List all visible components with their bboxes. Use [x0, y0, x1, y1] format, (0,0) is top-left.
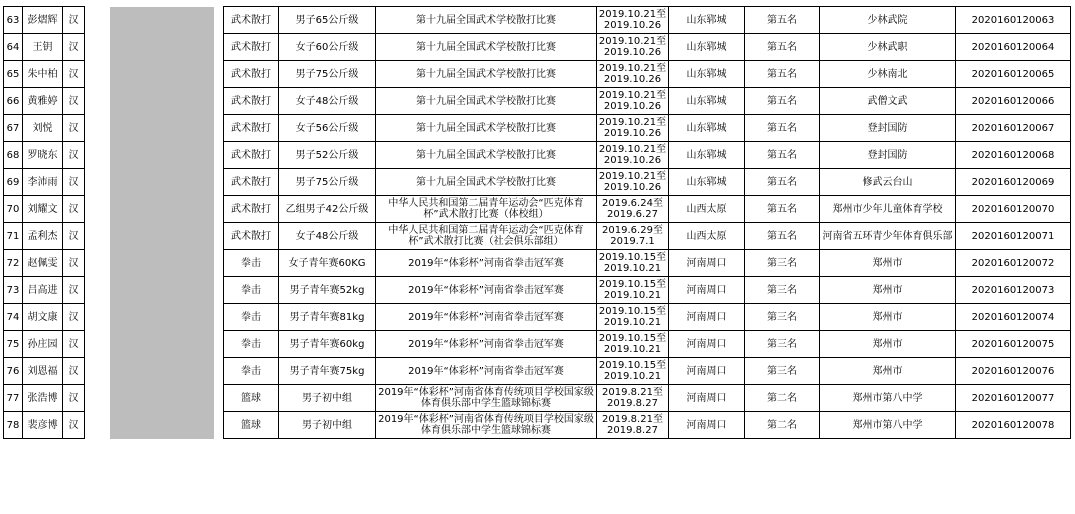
blank-spacer	[85, 115, 110, 142]
cell-date: 2019.10.21至2019.10.26	[597, 88, 669, 115]
cell-certificate-number: 2020160120068	[956, 142, 1071, 169]
cell-certificate-number: 2020160120070	[956, 196, 1071, 223]
award-table	[3, 6, 1071, 439]
cell-ethnicity: 汉	[63, 34, 85, 61]
cell-location: 山东郓城	[669, 34, 745, 61]
cell-location: 山东郓城	[669, 142, 745, 169]
cell-ethnicity: 汉	[63, 7, 85, 34]
cell-competition: 第十九届全国武术学校散打比赛	[376, 34, 597, 61]
cell-name: 张浩博	[23, 385, 63, 412]
redacted-block	[110, 196, 214, 223]
table-row	[4, 7, 1071, 34]
cell-unit: 郑州市第八中学	[820, 412, 956, 439]
cell-number: 68	[4, 142, 23, 169]
table-row	[4, 385, 1071, 412]
cell-certificate-number: 2020160120073	[956, 277, 1071, 304]
cell-rank: 第五名	[745, 196, 820, 223]
cell-location: 河南周口	[669, 385, 745, 412]
cell-number: 63	[4, 7, 23, 34]
cell-number: 75	[4, 331, 23, 358]
cell-event: 男子52公斤级	[279, 142, 376, 169]
cell-name: 刘耀文	[23, 196, 63, 223]
cell-unit: 郑州市少年儿童体育学校	[820, 196, 956, 223]
cell-sport: 武术散打	[224, 61, 279, 88]
cell-event: 男子初中组	[279, 412, 376, 439]
cell-date: 2019.6.24至2019.6.27	[597, 196, 669, 223]
cell-competition: 第十九届全国武术学校散打比赛	[376, 142, 597, 169]
blank-spacer	[214, 34, 224, 61]
cell-sport: 武术散打	[224, 142, 279, 169]
cell-unit: 郑州市	[820, 277, 956, 304]
cell-competition: 2019年“体彩杯”河南省拳击冠军赛	[376, 250, 597, 277]
cell-date: 2019.10.15至2019.10.21	[597, 358, 669, 385]
cell-name: 王钥	[23, 34, 63, 61]
cell-competition: 第十九届全国武术学校散打比赛	[376, 61, 597, 88]
cell-name: 黄雅婷	[23, 88, 63, 115]
cell-certificate-number: 2020160120064	[956, 34, 1071, 61]
cell-competition: 第十九届全国武术学校散打比赛	[376, 7, 597, 34]
cell-certificate-number: 2020160120067	[956, 115, 1071, 142]
blank-spacer	[85, 61, 110, 88]
cell-date: 2019.10.21至2019.10.26	[597, 7, 669, 34]
cell-location: 河南周口	[669, 277, 745, 304]
cell-rank: 第二名	[745, 412, 820, 439]
cell-ethnicity: 汉	[63, 142, 85, 169]
redacted-block	[110, 61, 214, 88]
cell-rank: 第二名	[745, 385, 820, 412]
cell-competition: 中华人民共和国第二届青年运动会“匹克体育杯”武术散打比赛（社会俱乐部组）	[376, 223, 597, 250]
cell-certificate-number: 2020160120065	[956, 61, 1071, 88]
cell-date: 2019.10.15至2019.10.21	[597, 331, 669, 358]
blank-spacer	[214, 277, 224, 304]
cell-number: 65	[4, 61, 23, 88]
redacted-block	[110, 385, 214, 412]
blank-spacer	[85, 277, 110, 304]
cell-unit: 郑州市	[820, 250, 956, 277]
cell-location: 山东郓城	[669, 7, 745, 34]
cell-unit: 少林武职	[820, 34, 956, 61]
blank-spacer	[85, 88, 110, 115]
cell-rank: 第五名	[745, 88, 820, 115]
cell-sport: 拳击	[224, 358, 279, 385]
cell-location: 河南周口	[669, 250, 745, 277]
cell-rank: 第五名	[745, 142, 820, 169]
cell-date: 2019.10.15至2019.10.21	[597, 250, 669, 277]
cell-certificate-number: 2020160120069	[956, 169, 1071, 196]
cell-event: 女子48公斤级	[279, 223, 376, 250]
cell-number: 74	[4, 304, 23, 331]
cell-date: 2019.10.15至2019.10.21	[597, 277, 669, 304]
cell-unit: 登封国防	[820, 142, 956, 169]
blank-spacer	[214, 304, 224, 331]
cell-location: 山西太原	[669, 223, 745, 250]
cell-number: 70	[4, 196, 23, 223]
cell-ethnicity: 汉	[63, 412, 85, 439]
blank-spacer	[85, 331, 110, 358]
table-body	[4, 7, 1071, 439]
cell-rank: 第五名	[745, 34, 820, 61]
cell-certificate-number: 2020160120077	[956, 385, 1071, 412]
cell-location: 山东郓城	[669, 169, 745, 196]
cell-competition: 第十九届全国武术学校散打比赛	[376, 115, 597, 142]
cell-competition: 中华人民共和国第二届青年运动会“匹克体育杯”武术散打比赛（体校组）	[376, 196, 597, 223]
cell-competition: 2019年“体彩杯”河南省拳击冠军赛	[376, 304, 597, 331]
cell-unit: 郑州市	[820, 331, 956, 358]
cell-ethnicity: 汉	[63, 277, 85, 304]
cell-sport: 拳击	[224, 250, 279, 277]
cell-ethnicity: 汉	[63, 250, 85, 277]
cell-number: 69	[4, 169, 23, 196]
blank-spacer	[85, 385, 110, 412]
cell-certificate-number: 2020160120063	[956, 7, 1071, 34]
cell-certificate-number: 2020160120076	[956, 358, 1071, 385]
redacted-block	[110, 223, 214, 250]
blank-spacer	[85, 223, 110, 250]
cell-name: 朱中柏	[23, 61, 63, 88]
redacted-block	[110, 115, 214, 142]
cell-event: 男子青年赛75kg	[279, 358, 376, 385]
cell-sport: 武术散打	[224, 115, 279, 142]
cell-name: 彭熠辉	[23, 7, 63, 34]
cell-unit: 修武云台山	[820, 169, 956, 196]
cell-ethnicity: 汉	[63, 223, 85, 250]
cell-unit: 武僧文武	[820, 88, 956, 115]
cell-event: 男子75公斤级	[279, 169, 376, 196]
table-row	[4, 223, 1071, 250]
cell-rank: 第五名	[745, 223, 820, 250]
cell-name: 裴彦博	[23, 412, 63, 439]
blank-spacer	[214, 142, 224, 169]
cell-number: 64	[4, 34, 23, 61]
cell-event: 男子青年赛52kg	[279, 277, 376, 304]
cell-ethnicity: 汉	[63, 358, 85, 385]
cell-number: 78	[4, 412, 23, 439]
cell-location: 河南周口	[669, 358, 745, 385]
table-row	[4, 196, 1071, 223]
cell-location: 河南周口	[669, 331, 745, 358]
blank-spacer	[214, 250, 224, 277]
cell-sport: 武术散打	[224, 196, 279, 223]
cell-date: 2019.6.29至2019.7.1	[597, 223, 669, 250]
cell-name: 胡文康	[23, 304, 63, 331]
cell-date: 2019.8.21至2019.8.27	[597, 385, 669, 412]
cell-event: 男子75公斤级	[279, 61, 376, 88]
cell-competition: 第十九届全国武术学校散打比赛	[376, 88, 597, 115]
cell-sport: 武术散打	[224, 169, 279, 196]
cell-location: 山东郓城	[669, 61, 745, 88]
cell-name: 孟利杰	[23, 223, 63, 250]
cell-competition: 2019年“体彩杯”河南省体育传统项目学校国家级体育俱乐部中学生篮球锦标赛	[376, 385, 597, 412]
cell-name: 刘悦	[23, 115, 63, 142]
table-row	[4, 304, 1071, 331]
cell-competition: 2019年“体彩杯”河南省体育传统项目学校国家级体育俱乐部中学生篮球锦标赛	[376, 412, 597, 439]
cell-competition: 第十九届全国武术学校散打比赛	[376, 169, 597, 196]
cell-number: 73	[4, 277, 23, 304]
blank-spacer	[85, 304, 110, 331]
redacted-block	[110, 412, 214, 439]
cell-name: 吕高进	[23, 277, 63, 304]
cell-rank: 第五名	[745, 115, 820, 142]
cell-ethnicity: 汉	[63, 196, 85, 223]
cell-date: 2019.10.21至2019.10.26	[597, 169, 669, 196]
table-row	[4, 169, 1071, 196]
cell-event: 女子48公斤级	[279, 88, 376, 115]
cell-rank: 第五名	[745, 7, 820, 34]
table-row	[4, 331, 1071, 358]
blank-spacer	[85, 196, 110, 223]
redacted-block	[110, 34, 214, 61]
cell-event: 乙组男子42公斤级	[279, 196, 376, 223]
cell-ethnicity: 汉	[63, 331, 85, 358]
redacted-block	[110, 7, 214, 34]
cell-rank: 第三名	[745, 277, 820, 304]
cell-name: 赵佩雯	[23, 250, 63, 277]
blank-spacer	[214, 358, 224, 385]
cell-ethnicity: 汉	[63, 169, 85, 196]
cell-unit: 河南省五环青少年体育俱乐部	[820, 223, 956, 250]
cell-number: 72	[4, 250, 23, 277]
redacted-block	[110, 142, 214, 169]
cell-number: 76	[4, 358, 23, 385]
table-row	[4, 61, 1071, 88]
blank-spacer	[214, 88, 224, 115]
cell-location: 山西太原	[669, 196, 745, 223]
cell-event: 男子65公斤级	[279, 7, 376, 34]
blank-spacer	[214, 7, 224, 34]
cell-rank: 第三名	[745, 358, 820, 385]
cell-ethnicity: 汉	[63, 304, 85, 331]
cell-certificate-number: 2020160120074	[956, 304, 1071, 331]
table-row	[4, 142, 1071, 169]
cell-date: 2019.8.21至2019.8.27	[597, 412, 669, 439]
cell-competition: 2019年“体彩杯”河南省拳击冠军赛	[376, 358, 597, 385]
blank-spacer	[85, 250, 110, 277]
cell-location: 山东郓城	[669, 115, 745, 142]
cell-event: 男子初中组	[279, 385, 376, 412]
cell-name: 孙庄园	[23, 331, 63, 358]
cell-date: 2019.10.15至2019.10.21	[597, 304, 669, 331]
redacted-block	[110, 331, 214, 358]
cell-rank: 第三名	[745, 331, 820, 358]
cell-competition: 2019年“体彩杯”河南省拳击冠军赛	[376, 331, 597, 358]
cell-location: 山东郓城	[669, 88, 745, 115]
blank-spacer	[214, 115, 224, 142]
redacted-block	[110, 169, 214, 196]
blank-spacer	[85, 358, 110, 385]
cell-date: 2019.10.21至2019.10.26	[597, 61, 669, 88]
cell-sport: 篮球	[224, 412, 279, 439]
cell-ethnicity: 汉	[63, 385, 85, 412]
cell-rank: 第三名	[745, 250, 820, 277]
table-row	[4, 250, 1071, 277]
cell-number: 67	[4, 115, 23, 142]
cell-rank: 第五名	[745, 61, 820, 88]
cell-ethnicity: 汉	[63, 61, 85, 88]
cell-event: 女子青年赛60KG	[279, 250, 376, 277]
cell-sport: 武术散打	[224, 7, 279, 34]
blank-spacer	[214, 196, 224, 223]
blank-spacer	[214, 223, 224, 250]
cell-event: 女子56公斤级	[279, 115, 376, 142]
cell-location: 河南周口	[669, 412, 745, 439]
blank-spacer	[214, 331, 224, 358]
cell-sport: 武术散打	[224, 88, 279, 115]
cell-sport: 篮球	[224, 385, 279, 412]
cell-sport: 武术散打	[224, 34, 279, 61]
cell-certificate-number: 2020160120071	[956, 223, 1071, 250]
cell-date: 2019.10.21至2019.10.26	[597, 34, 669, 61]
cell-unit: 郑州市	[820, 304, 956, 331]
table-row	[4, 34, 1071, 61]
blank-spacer	[214, 385, 224, 412]
redacted-block	[110, 250, 214, 277]
redacted-block	[110, 304, 214, 331]
cell-unit: 郑州市	[820, 358, 956, 385]
blank-spacer	[214, 412, 224, 439]
cell-number: 66	[4, 88, 23, 115]
cell-competition: 2019年“体彩杯”河南省拳击冠军赛	[376, 277, 597, 304]
cell-number: 71	[4, 223, 23, 250]
table-row	[4, 115, 1071, 142]
redacted-block	[110, 277, 214, 304]
blank-spacer	[85, 412, 110, 439]
cell-unit: 少林南北	[820, 61, 956, 88]
blank-spacer	[85, 7, 110, 34]
table-row	[4, 277, 1071, 304]
cell-unit: 郑州市第八中学	[820, 385, 956, 412]
table-row	[4, 88, 1071, 115]
redacted-block	[110, 358, 214, 385]
cell-certificate-number: 2020160120075	[956, 331, 1071, 358]
cell-location: 河南周口	[669, 304, 745, 331]
cell-name: 李沛雨	[23, 169, 63, 196]
cell-sport: 武术散打	[224, 223, 279, 250]
cell-certificate-number: 2020160120072	[956, 250, 1071, 277]
table-row	[4, 358, 1071, 385]
cell-date: 2019.10.21至2019.10.26	[597, 142, 669, 169]
cell-rank: 第五名	[745, 169, 820, 196]
blank-spacer	[85, 142, 110, 169]
cell-event: 男子青年赛81kg	[279, 304, 376, 331]
blank-spacer	[85, 169, 110, 196]
cell-ethnicity: 汉	[63, 88, 85, 115]
cell-date: 2019.10.21至2019.10.26	[597, 115, 669, 142]
cell-event: 女子60公斤级	[279, 34, 376, 61]
cell-sport: 拳击	[224, 304, 279, 331]
cell-number: 77	[4, 385, 23, 412]
cell-unit: 少林武院	[820, 7, 956, 34]
cell-name: 罗晓东	[23, 142, 63, 169]
cell-unit: 登封国防	[820, 115, 956, 142]
cell-sport: 拳击	[224, 331, 279, 358]
cell-sport: 拳击	[224, 277, 279, 304]
cell-event: 男子青年赛60kg	[279, 331, 376, 358]
cell-certificate-number: 2020160120066	[956, 88, 1071, 115]
cell-name: 刘恩福	[23, 358, 63, 385]
redacted-block	[110, 88, 214, 115]
cell-rank: 第三名	[745, 304, 820, 331]
blank-spacer	[214, 169, 224, 196]
cell-certificate-number: 2020160120078	[956, 412, 1071, 439]
blank-spacer	[214, 61, 224, 88]
table-row	[4, 412, 1071, 439]
blank-spacer	[85, 34, 110, 61]
cell-ethnicity: 汉	[63, 115, 85, 142]
